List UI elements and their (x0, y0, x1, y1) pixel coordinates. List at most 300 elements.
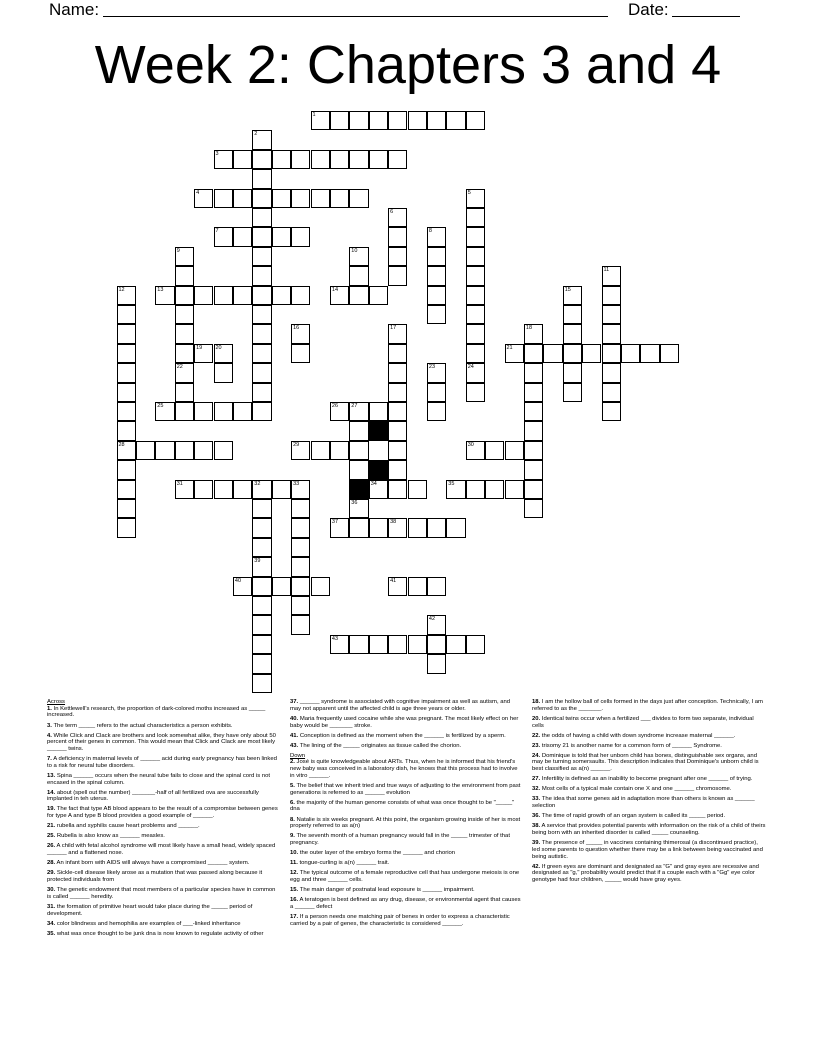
clue-number: 19 (196, 344, 203, 351)
grid-cell[interactable] (175, 441, 194, 460)
grid-cell[interactable] (388, 363, 407, 382)
grid-cell[interactable] (563, 305, 582, 324)
grid-cell[interactable] (408, 111, 427, 130)
grid-cell[interactable] (524, 324, 543, 343)
grid-cell[interactable] (388, 421, 407, 440)
grid-cell[interactable] (427, 402, 446, 421)
grid-cell[interactable] (446, 635, 465, 654)
grid-cell[interactable] (136, 441, 155, 460)
grid-cell[interactable] (175, 266, 194, 285)
clue-number: 6 (390, 209, 394, 215)
grid-cell[interactable] (524, 344, 543, 363)
grid-cell[interactable] (291, 577, 310, 596)
grid-cell[interactable] (291, 596, 310, 615)
grid-cell[interactable] (291, 615, 310, 634)
grid-cell[interactable] (117, 324, 136, 343)
clue-number: 13 (157, 286, 164, 293)
grid-cell[interactable] (408, 635, 427, 654)
grid-cell[interactable] (175, 286, 194, 305)
clue-text: Dominique is told that her unborn child has bones, distinguishable sex organs, and may be turning somersaults. This description indicates that Dominique's unborn child is best classified as a(n) ______. (532, 752, 759, 773)
grid-cell[interactable] (311, 441, 330, 460)
grid-cell[interactable] (252, 383, 271, 402)
grid-cell[interactable] (427, 383, 446, 402)
grid-cell[interactable] (466, 247, 485, 266)
clue-number: 30 (467, 441, 474, 448)
clue-text: I am the hollow ball of cells formed in the days just after conception. Technically, I am referred to as the _______. (532, 699, 763, 712)
clue-number: 23. (532, 742, 541, 749)
grid-cell[interactable] (291, 557, 310, 576)
grid-cell[interactable] (582, 344, 601, 363)
grid-cell[interactable] (427, 111, 446, 130)
clue-item (47, 870, 279, 883)
grid-cell[interactable] (252, 674, 271, 693)
grid-cell[interactable] (175, 480, 194, 499)
grid-cell[interactable] (349, 635, 368, 654)
grid-cell[interactable] (252, 344, 271, 363)
grid-cell[interactable] (272, 227, 291, 246)
grid-cell[interactable] (466, 344, 485, 363)
grid-cell[interactable] (252, 208, 271, 227)
clue-item (532, 716, 766, 729)
grid-cell[interactable] (214, 344, 233, 363)
grid-cell[interactable] (311, 111, 330, 130)
grid-cell[interactable] (621, 344, 640, 363)
grid-cell[interactable] (563, 383, 582, 402)
grid-cell[interactable] (388, 247, 407, 266)
grid-cell[interactable] (291, 324, 310, 343)
clue-number: 7 (215, 228, 219, 235)
grid-cell[interactable] (466, 266, 485, 285)
grid-cell[interactable] (427, 363, 446, 382)
clue-text: The fact that type AB blood appears to be the result of a compromise between genes for type A and type B blood provides a good example of ______. (47, 806, 278, 820)
grid-cell[interactable] (349, 421, 368, 440)
clue-text: A service that provides potential parents with information on the risk of a child of theirs being born with an inherited disorder is called _____ counseling. (532, 823, 766, 837)
grid-cell[interactable] (427, 654, 446, 673)
grid-cell[interactable] (602, 266, 621, 285)
grid-cell[interactable] (291, 499, 310, 518)
grid-cell[interactable] (252, 557, 271, 576)
grid-cell[interactable] (563, 324, 582, 343)
clue-text: The genetic endowment that most members of a particular species have in common is called ______ heredity. (47, 887, 276, 900)
clue-number: 2 (254, 131, 258, 138)
grid-cell[interactable] (349, 499, 368, 518)
grid-cell[interactable] (427, 266, 446, 285)
grid-cell[interactable] (272, 189, 291, 208)
grid-cell[interactable] (369, 402, 388, 421)
clue-number: 15. (290, 887, 299, 894)
grid-cell[interactable] (233, 286, 252, 305)
grid-cell[interactable] (427, 247, 446, 266)
grid-cell[interactable] (524, 402, 543, 421)
grid-cell[interactable] (602, 324, 621, 343)
grid-cell[interactable] (524, 480, 543, 499)
grid-cell[interactable] (155, 286, 174, 305)
grid-cell[interactable] (214, 286, 233, 305)
grid-cell[interactable] (252, 324, 271, 343)
grid-cell[interactable] (369, 635, 388, 654)
grid-cell[interactable] (252, 286, 271, 305)
grid-cell[interactable] (252, 499, 271, 518)
grid-cell[interactable] (252, 150, 271, 169)
grid-cell[interactable] (311, 189, 330, 208)
clue-text: An infant born with AIDS will always have a compromised ______ system. (55, 860, 250, 867)
grid-cell[interactable] (349, 460, 368, 479)
grid-cell[interactable] (466, 324, 485, 343)
grid-cell[interactable] (330, 635, 349, 654)
grid-cell[interactable] (233, 227, 252, 246)
clue-number: 38 (390, 519, 397, 526)
grid-cell[interactable] (214, 402, 233, 421)
grid-cell[interactable] (117, 499, 136, 518)
grid-cell[interactable] (214, 189, 233, 208)
grid-cell[interactable] (524, 421, 543, 440)
clue-item (47, 823, 279, 830)
clue-text: The presence of _____ in vaccines containing thimerosal (a discontinued practice), led some parents to question whether there may be a link between being vaccinated and being autistic. (532, 840, 763, 860)
grid-cell[interactable] (505, 344, 524, 363)
grid-cell[interactable] (388, 518, 407, 537)
grid-cell[interactable] (388, 111, 407, 130)
grid-cell[interactable] (252, 538, 271, 557)
clue-item (532, 776, 766, 783)
grid-cell[interactable] (563, 286, 582, 305)
grid-cell[interactable] (175, 383, 194, 402)
clue-number: 22 (176, 364, 183, 371)
grid-cell[interactable] (369, 286, 388, 305)
clue-number: 41. (290, 732, 299, 739)
grid-cell[interactable] (446, 518, 465, 537)
grid-cell[interactable] (175, 363, 194, 382)
grid-cell[interactable] (291, 150, 310, 169)
grid-cell[interactable] (291, 441, 310, 460)
down-heading: Down (290, 752, 306, 759)
clue-item (532, 840, 766, 860)
grid-cell[interactable] (349, 266, 368, 285)
grid-cell[interactable] (369, 518, 388, 537)
grid-cell[interactable] (388, 227, 407, 246)
grid-cell[interactable] (291, 538, 310, 557)
clue-number: 35. (47, 930, 56, 937)
grid-cell[interactable] (252, 227, 271, 246)
grid-cell[interactable] (388, 324, 407, 343)
grid-cell[interactable] (194, 286, 213, 305)
clue-text: A child with fetal alcohol syndrome will most likely have a small head, widely spaced ______ and a flattened nose. (47, 843, 276, 857)
grid-cell[interactable] (252, 402, 271, 421)
clue-number: 29 (293, 441, 300, 448)
grid-cell[interactable] (330, 441, 349, 460)
clue-text: A teratogen is best defined as any drug, disease, or environmental agent that causes a ______ defect (290, 897, 521, 910)
grid-cell[interactable] (466, 286, 485, 305)
grid-cell[interactable] (524, 499, 543, 518)
grid-cell[interactable] (252, 615, 271, 634)
grid-cell[interactable] (543, 344, 562, 363)
grid-cell[interactable] (466, 189, 485, 208)
grid-cell[interactable] (272, 577, 291, 596)
clue-text: the odds of having a child with down syndrome increase maternal ______. (540, 732, 736, 739)
grid-cell[interactable] (602, 402, 621, 421)
grid-cell[interactable] (466, 480, 485, 499)
grid-cell[interactable] (388, 480, 407, 499)
grid-cell[interactable] (194, 480, 213, 499)
grid-cell[interactable] (291, 518, 310, 537)
grid-cell[interactable] (272, 286, 291, 305)
grid-cell[interactable] (330, 286, 349, 305)
grid-cell[interactable] (194, 402, 213, 421)
grid-cell[interactable] (117, 383, 136, 402)
grid-cell[interactable] (117, 460, 136, 479)
grid-cell[interactable] (233, 402, 252, 421)
grid-cell[interactable] (524, 363, 543, 382)
clue-number: 17 (390, 325, 397, 332)
grid-cell[interactable] (291, 480, 310, 499)
grid-cell[interactable] (330, 518, 349, 537)
grid-cell[interactable] (252, 266, 271, 285)
clue-number: 1 (312, 112, 316, 118)
clue-item (532, 813, 766, 820)
grid-cell[interactable] (466, 441, 485, 460)
grid-cell[interactable] (349, 247, 368, 266)
grid-cell[interactable] (175, 402, 194, 421)
clue-number: 12. (290, 870, 299, 877)
grid-cell[interactable] (485, 480, 504, 499)
grid-cell[interactable] (505, 441, 524, 460)
grid-cell[interactable] (214, 480, 233, 499)
grid-cell[interactable] (524, 383, 543, 402)
grid-cell[interactable] (388, 441, 407, 460)
grid-cell[interactable] (427, 615, 446, 634)
grid-cell[interactable] (446, 480, 465, 499)
grid-cell[interactable] (233, 150, 252, 169)
grid-cell[interactable] (252, 247, 271, 266)
grid-cell[interactable] (233, 189, 252, 208)
grid-cell[interactable] (349, 286, 368, 305)
grid-cell[interactable] (214, 441, 233, 460)
grid-cell[interactable] (175, 305, 194, 324)
grid-cell[interactable] (117, 305, 136, 324)
grid-cell[interactable] (330, 111, 349, 130)
grid-cell[interactable] (349, 150, 368, 169)
grid-cell[interactable] (466, 635, 485, 654)
clue-item (532, 796, 766, 809)
grid-cell[interactable] (252, 596, 271, 615)
clue-number: 42. (532, 863, 541, 870)
clue-number: 10 (351, 247, 358, 254)
clue-text: The seventh month of a human pregnancy would fall in the _____ trimester of that pregnancy. (290, 833, 510, 847)
grid-cell[interactable] (252, 480, 271, 499)
grid-cell[interactable] (602, 286, 621, 305)
clue-number: 21 (506, 344, 513, 351)
grid-cell[interactable] (233, 577, 252, 596)
clue-number: 32. (532, 786, 541, 793)
grid-cell[interactable] (602, 383, 621, 402)
clue-number: 41 (390, 577, 397, 584)
grid-cell[interactable] (466, 305, 485, 324)
grid-cell[interactable] (640, 344, 659, 363)
grid-cell[interactable] (252, 169, 271, 188)
grid-cell[interactable] (291, 344, 310, 363)
clue-number: 29. (47, 870, 56, 877)
grid-cell[interactable] (388, 383, 407, 402)
grid-cell[interactable] (408, 518, 427, 537)
clue-item (47, 931, 279, 938)
grid-cell[interactable] (117, 421, 136, 440)
grid-cell[interactable] (408, 577, 427, 596)
black-square (369, 421, 388, 440)
grid-cell[interactable] (408, 480, 427, 499)
clue-item (290, 870, 522, 883)
grid-cell[interactable] (388, 635, 407, 654)
grid-cell[interactable] (485, 441, 504, 460)
clue-item (532, 743, 766, 750)
grid-cell[interactable] (214, 227, 233, 246)
grid-cell[interactable] (369, 480, 388, 499)
grid-cell[interactable] (194, 189, 213, 208)
clue-item (47, 833, 279, 840)
grid-cell[interactable] (505, 480, 524, 499)
grid-cell[interactable] (252, 577, 271, 596)
grid-cell[interactable] (175, 324, 194, 343)
grid-cell[interactable] (194, 441, 213, 460)
clue-text: Infertility is defined as an inability to become pregnant after one ______ of trying. (540, 776, 753, 783)
grid-cell[interactable] (194, 344, 213, 363)
grid-cell[interactable] (388, 460, 407, 479)
grid-cell[interactable] (388, 344, 407, 363)
grid-cell[interactable] (602, 363, 621, 382)
clue-text: The lining of the _____ originates as tissue called the chorion. (298, 742, 462, 749)
grid-cell[interactable] (349, 441, 368, 460)
grid-cell[interactable] (466, 383, 485, 402)
clue-item (290, 817, 522, 830)
grid-cell[interactable] (427, 635, 446, 654)
grid-cell[interactable] (388, 208, 407, 227)
grid-cell[interactable] (272, 150, 291, 169)
clue-number: 38. (532, 823, 541, 830)
grid-cell[interactable] (117, 402, 136, 421)
grid-cell[interactable] (427, 518, 446, 537)
grid-cell[interactable] (466, 111, 485, 130)
clue-number: 33. (532, 796, 541, 803)
clue-item (47, 887, 279, 900)
grid-cell[interactable] (369, 111, 388, 130)
grid-cell[interactable] (117, 480, 136, 499)
grid-cell[interactable] (427, 227, 446, 246)
grid-cell[interactable] (602, 344, 621, 363)
grid-cell[interactable] (291, 227, 310, 246)
clue-item (532, 733, 766, 740)
grid-cell[interactable] (563, 344, 582, 363)
grid-cell[interactable] (214, 150, 233, 169)
grid-cell[interactable] (252, 189, 271, 208)
grid-cell[interactable] (252, 305, 271, 324)
clue-text: José is quite knowledgeable about ARTs. Thus, when he is informed that his friend's new baby was conceived in a laboratory dish, he knows that this process had to involve in vitro ______. (290, 759, 518, 779)
clue-text: Natalie is six weeks pregnant. At this point, the organism growing inside of her is most properly referred to as a(n) (290, 816, 521, 830)
grid-cell[interactable] (446, 111, 465, 130)
grid-cell[interactable] (466, 208, 485, 227)
clue-text: about (spell out the number) _______-half of all fertilized ova are successfully implanted in teh uterus. (47, 789, 259, 803)
clue-number: 39. (532, 840, 541, 847)
grid-cell[interactable] (252, 635, 271, 654)
grid-cell[interactable] (252, 130, 271, 149)
clue-number: 43. (290, 742, 299, 749)
grid-cell[interactable] (311, 150, 330, 169)
grid-cell[interactable] (330, 402, 349, 421)
clue-item (47, 773, 279, 786)
grid-cell[interactable] (330, 150, 349, 169)
grid-cell[interactable] (427, 577, 446, 596)
grid-cell[interactable] (252, 654, 271, 673)
grid-cell[interactable] (466, 227, 485, 246)
clue-text: If green eyes are dominant and designated as "G" and gray eyes are recessive and designated as "g," probability would predict that if a couple each with a "Gg" eye color genotype had four children, _____ would have gray eyes. (532, 863, 759, 884)
grid-cell[interactable] (272, 480, 291, 499)
clue-number: 6. (290, 799, 295, 806)
grid-cell[interactable] (252, 363, 271, 382)
clue-text: The term _____ refers to the actual characteristics a person exhibits. (51, 722, 233, 729)
grid-cell[interactable] (388, 402, 407, 421)
grid-cell[interactable] (330, 189, 349, 208)
date-label: Date: (628, 0, 669, 19)
clue-text: Maria frequently used cocaine while she was pregnant. The most likely effect on her baby would be _______ stroke. (290, 715, 519, 729)
clue-number: 30. (47, 887, 56, 894)
grid-cell[interactable] (117, 344, 136, 363)
grid-cell[interactable] (427, 305, 446, 324)
grid-cell[interactable] (117, 441, 136, 460)
grid-cell[interactable] (117, 518, 136, 537)
grid-cell[interactable] (291, 189, 310, 208)
clue-number: 15 (564, 286, 571, 293)
grid-cell[interactable] (349, 111, 368, 130)
grid-cell[interactable] (291, 286, 310, 305)
grid-cell[interactable] (175, 247, 194, 266)
grid-cell[interactable] (563, 363, 582, 382)
clue-number: 40 (234, 577, 242, 584)
grid-cell[interactable] (349, 402, 368, 421)
grid-cell[interactable] (349, 518, 368, 537)
grid-cell[interactable] (427, 286, 446, 305)
black-square (349, 480, 368, 499)
grid-cell[interactable] (388, 150, 407, 169)
clue-item (47, 756, 279, 769)
grid-cell[interactable] (175, 344, 194, 363)
clue-number: 24 (467, 364, 474, 371)
grid-cell[interactable] (602, 305, 621, 324)
grid-cell[interactable] (155, 402, 174, 421)
grid-cell[interactable] (466, 363, 485, 382)
clue-item (290, 733, 522, 740)
grid-cell[interactable] (155, 441, 174, 460)
grid-cell[interactable] (233, 480, 252, 499)
clue-number: 2. (290, 759, 295, 766)
grid-cell[interactable] (388, 577, 407, 596)
grid-cell[interactable] (524, 441, 543, 460)
clue-text: Identical twins occur when a fertilized ___ divides to form two separate, individual cells (532, 715, 754, 729)
grid-cell[interactable] (117, 363, 136, 382)
grid-cell[interactable] (388, 266, 407, 285)
page-title: Week 2: Chapters 3 and 4 (94, 35, 722, 95)
clue-number: 35 (448, 480, 455, 487)
grid-cell[interactable] (349, 189, 368, 208)
grid-cell[interactable] (252, 518, 271, 537)
clue-number: 33 (293, 480, 300, 487)
grid-cell[interactable] (311, 577, 330, 596)
grid-cell[interactable] (524, 460, 543, 479)
clue-item (290, 860, 522, 867)
clue-text: Sickle-cell disease likely arose as a mutation that was passed along because it protected individuals from (47, 870, 263, 884)
clue-number: 26. (47, 843, 56, 850)
grid-cell[interactable] (369, 150, 388, 169)
clue-item (47, 860, 279, 867)
grid-cell[interactable] (117, 286, 136, 305)
grid-cell[interactable] (660, 344, 679, 363)
grid-cell[interactable] (214, 363, 233, 382)
